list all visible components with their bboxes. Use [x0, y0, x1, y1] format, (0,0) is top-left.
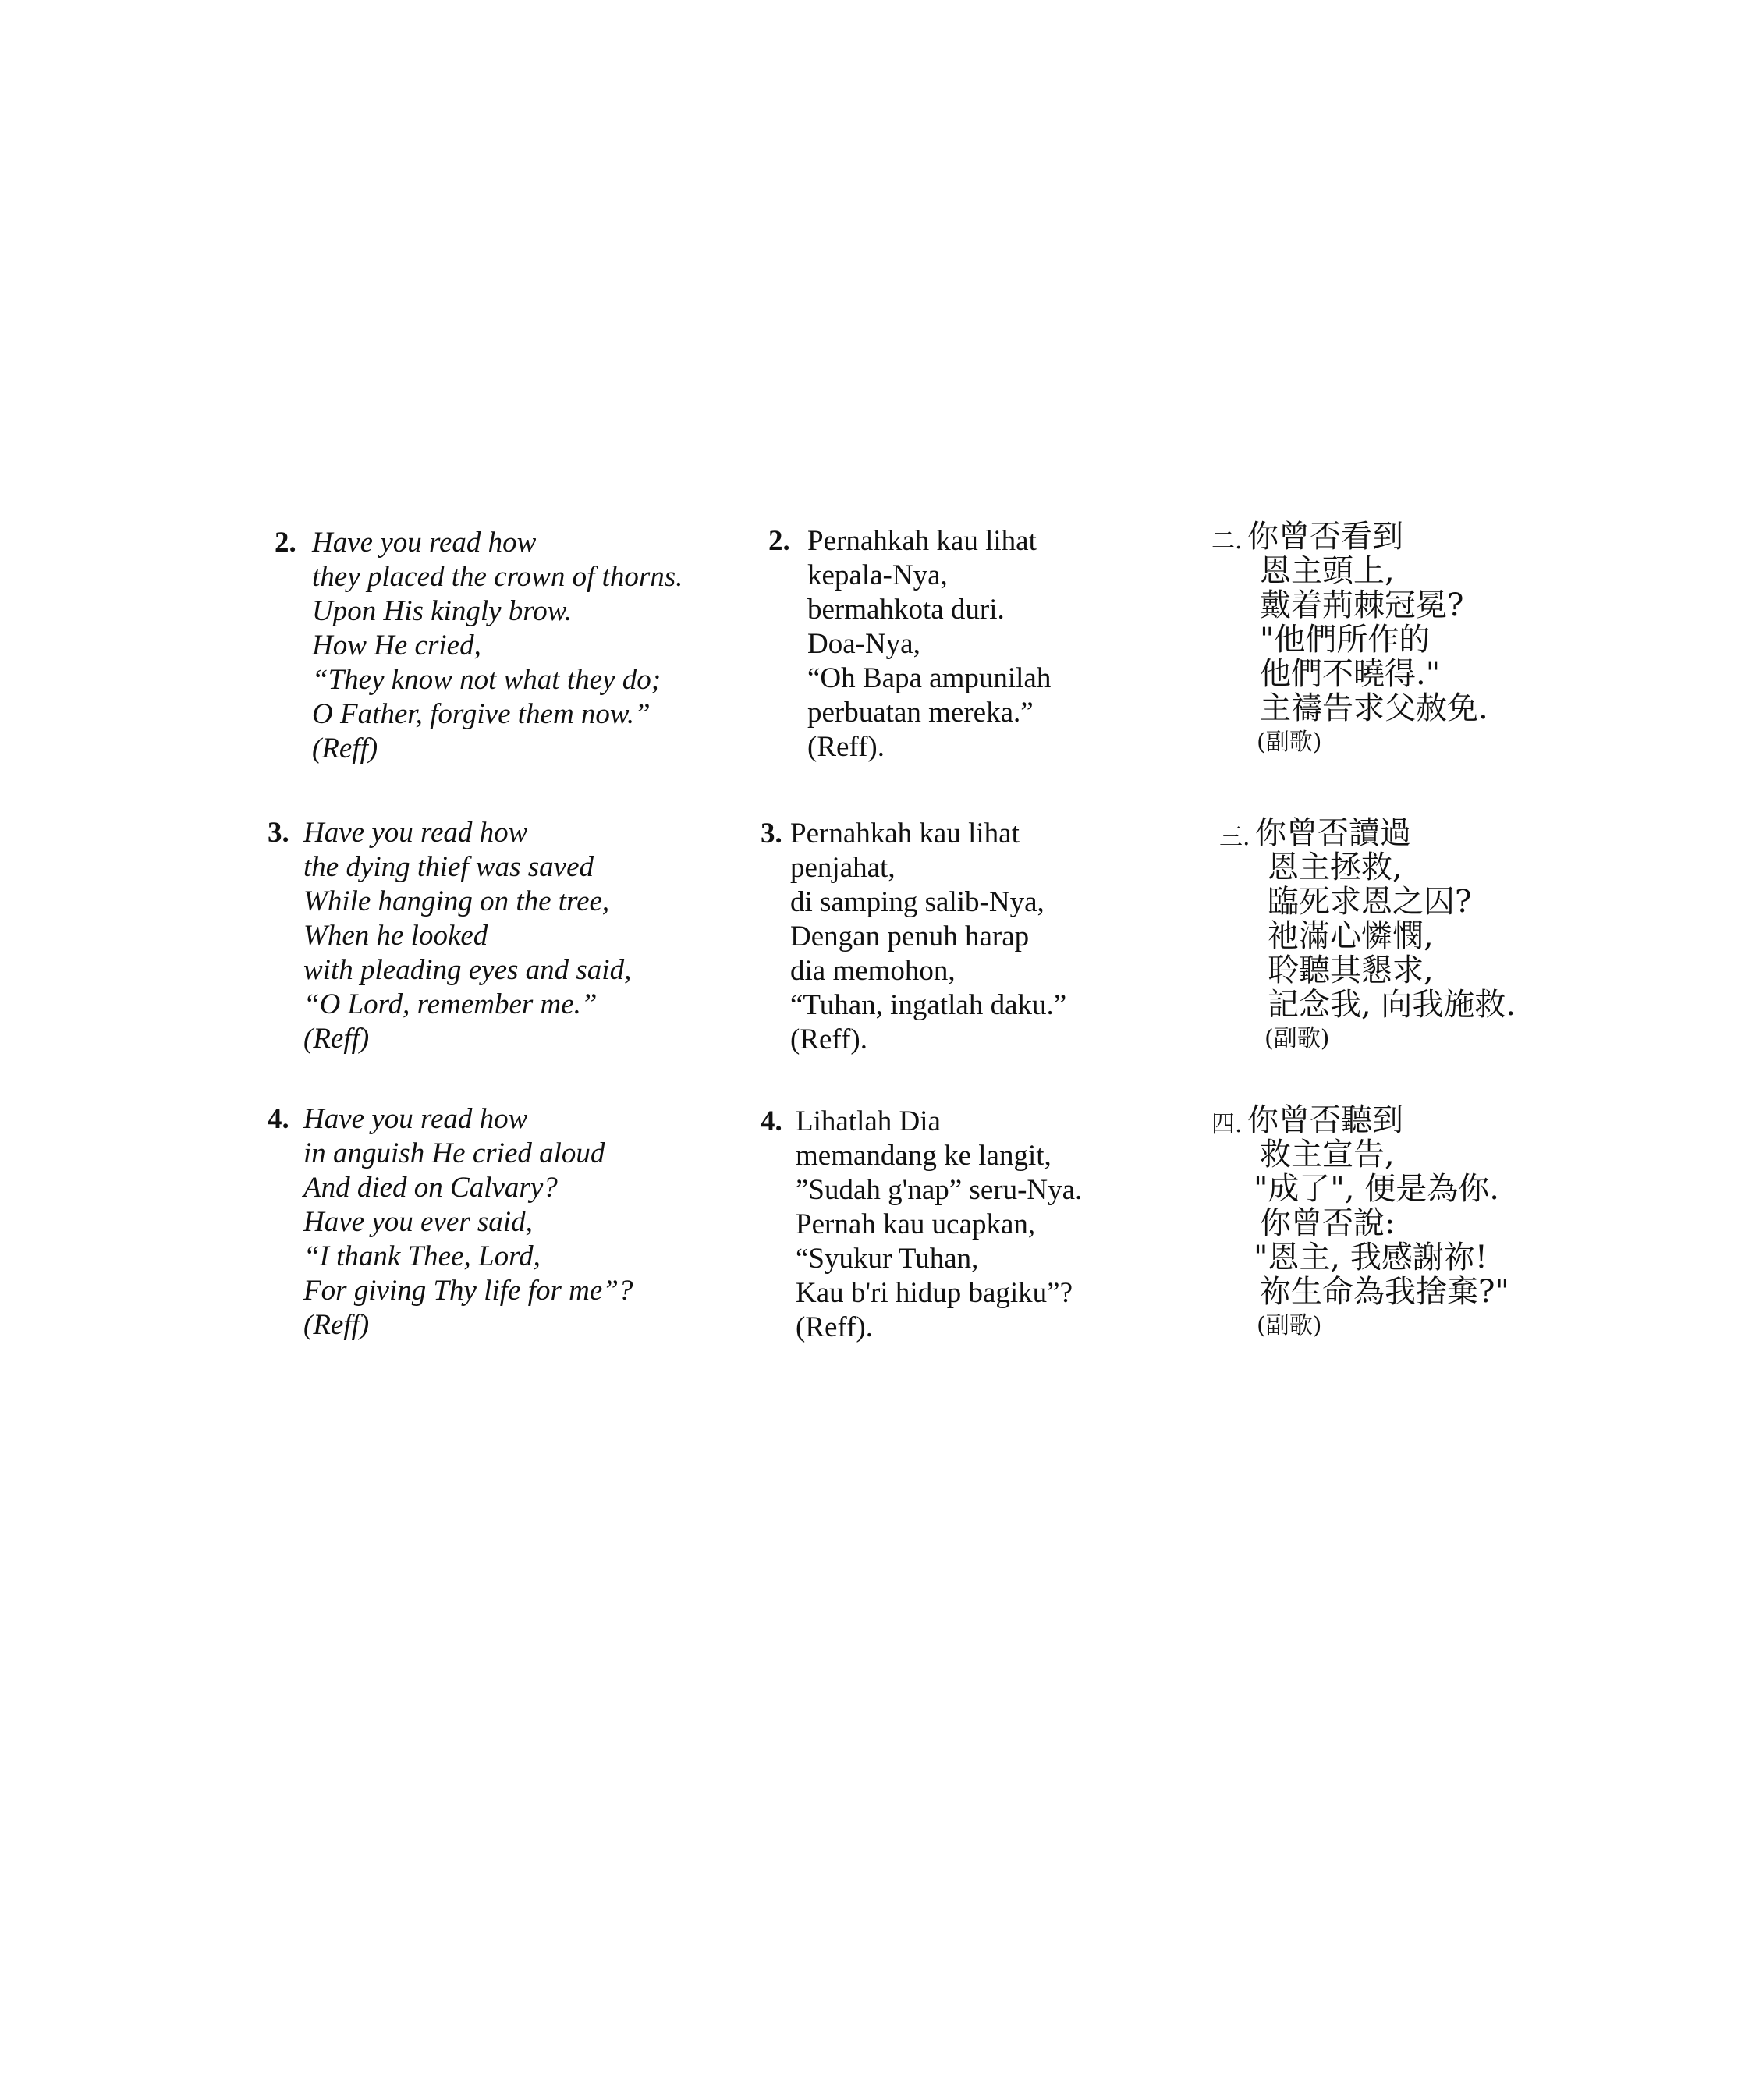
- lyric-line: Pernahkah kau lihat: [807, 525, 1037, 557]
- verse-number: 二.: [1211, 527, 1243, 555]
- verse-number: 四.: [1211, 1111, 1243, 1138]
- lyric-line: (副歌): [1257, 729, 1322, 756]
- lyric-line: (Reff).: [807, 731, 885, 763]
- lyric-line: memandang ke langit,: [796, 1140, 1052, 1172]
- lyric-line: How He cried,: [312, 630, 481, 662]
- lyric-line: (副歌): [1264, 1025, 1330, 1052]
- lyric-line: 你曾否說:: [1260, 1205, 1396, 1241]
- lyric-line: 祢生命為我捨棄?": [1260, 1274, 1509, 1310]
- lyric-line: kepala-Nya,: [807, 559, 948, 591]
- lyric-line: "恩主, 我感謝祢!: [1254, 1240, 1488, 1275]
- lyric-line: And died on Calvary?: [303, 1172, 558, 1204]
- lyric-line: Dengan penuh harap: [790, 921, 1030, 952]
- lyric-line: bermahkota duri.: [807, 594, 1005, 626]
- lyric-line: (副歌): [1257, 1312, 1322, 1339]
- lyric-line: “They know not what they do;: [312, 664, 661, 696]
- lyric-line: 恩主拯救,: [1268, 850, 1403, 885]
- lyric-line: (Reff): [312, 733, 378, 764]
- lyric-line: When he looked: [303, 920, 488, 952]
- lyric-line: dia memohon,: [790, 955, 956, 987]
- lyric-line: they placed the crown of thorns.: [312, 561, 683, 593]
- lyric-line: (Reff): [303, 1309, 370, 1341]
- lyric-line: 恩主頭上,: [1260, 553, 1395, 589]
- lyric-line: "他們所作的: [1260, 622, 1431, 658]
- lyric-line: 你曾否聽到: [1247, 1102, 1403, 1138]
- lyric-line: with pleading eyes and said,: [303, 954, 632, 986]
- lyric-line: Upon His kingly brow.: [312, 595, 572, 627]
- lyric-line: 祂滿心憐憫,: [1268, 918, 1434, 954]
- lyric-line: Have you read how: [303, 817, 528, 849]
- lyric-line: “Syukur Tuhan,: [796, 1243, 979, 1275]
- lyric-line: 主禱告求父赦免.: [1260, 690, 1488, 726]
- lyric-line: For giving Thy life for me”?: [303, 1275, 633, 1307]
- lyric-line: 臨死求恩之囚?: [1268, 884, 1472, 920]
- lyric-line: 你曾否看到: [1247, 519, 1403, 555]
- lyric-line: 你曾否讀過: [1255, 815, 1411, 851]
- verse-number: 3.: [761, 818, 782, 850]
- lyric-line: Pernah kau ucapkan,: [796, 1208, 1036, 1240]
- lyric-line: 他們不曉得.": [1260, 656, 1441, 692]
- lyric-line: (Reff).: [796, 1311, 873, 1343]
- lyric-line: Pernahkah kau lihat: [790, 818, 1020, 850]
- lyric-line: penjahat,: [790, 852, 896, 884]
- lyric-line: O Father, forgive them now.”: [312, 698, 651, 730]
- lyric-line: perbuatan mereka.”: [807, 697, 1034, 729]
- lyric-line: di samping salib-Nya,: [790, 886, 1044, 918]
- verse-number: 4.: [761, 1105, 782, 1137]
- lyric-line: "成了", 便是為你.: [1254, 1171, 1499, 1207]
- verse-number: 3.: [268, 817, 289, 849]
- lyric-line: Doa-Nya,: [807, 628, 920, 660]
- lyric-line: the dying thief was saved: [303, 851, 594, 883]
- lyric-line: “Oh Bapa ampunilah: [807, 662, 1052, 694]
- lyric-line: “I thank Thee, Lord,: [303, 1240, 541, 1272]
- verse-number: 4.: [268, 1103, 289, 1135]
- lyric-line: in anguish He cried aloud: [303, 1137, 605, 1169]
- verse-number: 三.: [1219, 824, 1250, 851]
- lyric-line: Have you read how: [312, 527, 537, 559]
- verse-number: 2.: [768, 525, 790, 557]
- lyric-line: “O Lord, remember me.”: [303, 988, 598, 1020]
- lyric-line: “Tuhan, ingatlah daku.”: [790, 989, 1067, 1021]
- lyric-line: (Reff).: [790, 1023, 867, 1055]
- lyric-line: Have you read how: [303, 1103, 528, 1135]
- lyric-line: (Reff): [303, 1023, 370, 1055]
- lyric-line: Have you ever said,: [303, 1206, 533, 1238]
- lyric-line: ”Sudah g'nap” seru-Nya.: [796, 1174, 1083, 1206]
- lyric-line: Lihatlah Dia: [796, 1105, 941, 1137]
- lyric-line: 記念我, 向我施救.: [1268, 987, 1516, 1023]
- lyric-line: While hanging on the tree,: [303, 885, 610, 917]
- lyric-line: 聆聽其懇求,: [1268, 952, 1434, 988]
- lyric-line: 戴着荊棘冠冕?: [1260, 587, 1464, 623]
- lyric-line: Kau b'ri hidup bagiku”?: [796, 1277, 1073, 1309]
- lyric-line: 救主宣告,: [1260, 1137, 1395, 1172]
- verse-number: 2.: [275, 527, 296, 559]
